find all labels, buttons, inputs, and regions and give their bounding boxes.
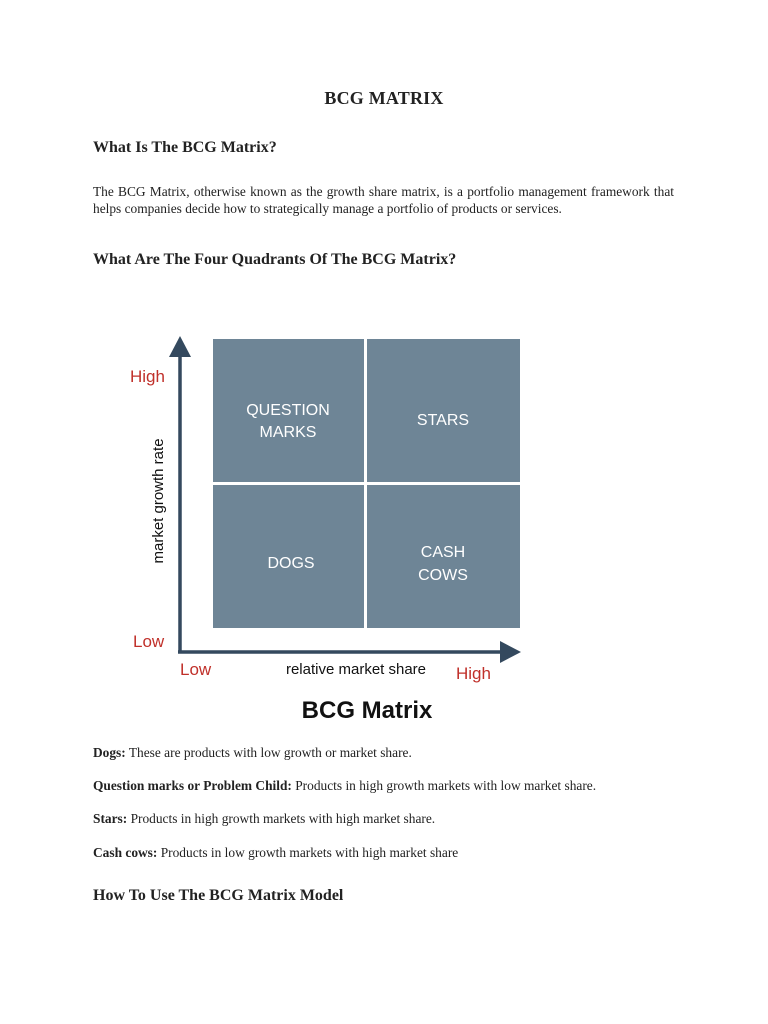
y-axis-low-label: Low	[133, 632, 165, 651]
definition-term: Cash cows:	[93, 845, 158, 860]
page-title: BCG MATRIX	[324, 88, 444, 108]
definition-stars	[93, 811, 435, 827]
definition-term: Stars:	[93, 811, 128, 826]
quadrant-label-stars: STARS	[416, 412, 470, 429]
x-axis-title: relative market share	[285, 661, 427, 678]
figure-caption: BCG Matrix	[301, 697, 433, 724]
quadrant-label-dogs: DOGS	[267, 555, 315, 572]
x-axis-high-label: High	[456, 664, 491, 683]
x-axis-arrow-icon	[500, 641, 521, 663]
definition-term: Question marks or Problem Child:	[93, 778, 292, 793]
intro-paragraph: The BCG Matrix, otherwise known as the growth share matrix, is a portfolio management framework that helps companies decide how to strategically manage a portfolio of products or services.	[93, 184, 674, 216]
quadrant-label-marks: MARKS	[259, 424, 317, 441]
x-axis-low-label: Low	[180, 660, 212, 679]
definition-question-marks	[93, 778, 596, 794]
quadrant-label-cash: CASH	[420, 544, 466, 561]
definition-dogs	[93, 745, 412, 761]
bcg-matrix-diagram	[120, 330, 540, 730]
definition-text: Products in high growth markets with high market share.	[127, 811, 436, 826]
quadrant-label-question: QUESTION	[246, 402, 330, 419]
y-axis-arrow-icon	[169, 336, 191, 357]
definition-text: Products in high growth markets with low market share.	[291, 778, 597, 793]
y-axis-title: market growth rate	[150, 438, 167, 564]
section-heading-what-is: What Is The BCG Matrix?	[93, 139, 277, 156]
quadrant-label-cows: COWS	[418, 567, 468, 584]
quadrant-stars	[367, 339, 520, 482]
y-axis-high-label: High	[130, 367, 165, 386]
section-heading-quadrants: What Are The Four Quadrants Of The BCG Matrix?	[93, 251, 457, 268]
bcg-matrix-figure	[120, 330, 540, 730]
definition-cash-cows	[93, 845, 458, 861]
section-heading-how-to-use: How To Use The BCG Matrix Model	[93, 887, 344, 904]
definition-text: These are products with low growth or market share.	[125, 745, 412, 760]
definition-text: Products in low growth markets with high market share	[157, 845, 459, 860]
definition-term: Dogs:	[93, 745, 126, 760]
